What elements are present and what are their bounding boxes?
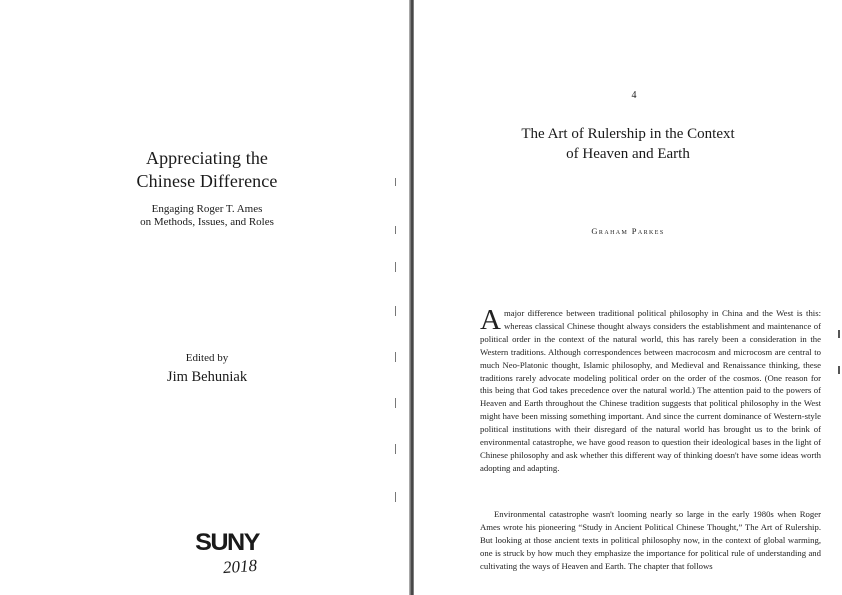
scan-artifact xyxy=(395,262,396,272)
chapter-title-line: The Art of Rulership in the Context xyxy=(521,126,735,142)
edited-by-label: Edited by xyxy=(185,352,229,364)
left-page xyxy=(0,0,414,595)
book-subtitle xyxy=(0,203,414,229)
book-title xyxy=(0,147,414,193)
chapter-title-line: of Heaven and Earth xyxy=(566,146,690,162)
scan-artifact xyxy=(395,398,396,408)
chapter-author: Graham Parkes xyxy=(591,226,665,236)
scan-artifact xyxy=(395,226,396,234)
scan-artifact xyxy=(395,352,396,362)
body-paragraph: Environmental catastrophe wasn't looming nearly so large in the early 1980s when Roger Ames wrote his pioneering “Study in Ancient Political Chinese Thought,” The Art of Rulership. But looking at those ancient texts in political philosophy now, in the context of global warming, one is struck by how much they emphasize the importance for political rule of understanding and cultivating the ways of Heaven and Earth. The chapter that follows xyxy=(480,509,821,571)
drop-cap: A xyxy=(480,304,501,336)
scan-artifact xyxy=(395,444,396,454)
scan-artifact xyxy=(395,306,396,316)
paragraph-text: major difference between traditional political philosophy in China and the West is this: whereas classical Chinese thought always considers the establishment and maintenance of political order in the context of the natural world, this has rarely been a consideration in the Western traditions. Although correspondences between macrocosm and microcosm are central to much Neo-Platonic thought, Islamic philosophy, and Medieval and Renaissance thinking, these traditions rarely advocate modeling political order on the order of the cosmos. (One reason for this being that God takes precedence over the natural world.) The attention paid to the powers of Heaven and Earth throughout the Chinese tradition suggests that political philosophy in the West might have been missing something important. And since the current dominance of Western-style political institutions with their disregard of the natural world has brought us to the brink of environmental catastrophe, we have good reason to question their ideological bases in the light of Chinese philosophy and ask whether this different way of thinking doesn't have some ideas worth adopting and adapting. xyxy=(480,308,821,473)
book-title-line: Chinese Difference xyxy=(136,171,278,191)
publisher-logo: SUNY xyxy=(195,529,259,556)
chapter-number: 4 xyxy=(631,90,637,101)
handwritten-year: 2018 xyxy=(222,555,258,578)
chapter-title xyxy=(414,124,842,164)
editor-name: Jim Behuniak xyxy=(166,369,248,385)
scan-artifact xyxy=(395,492,396,502)
scan-artifact xyxy=(395,178,396,186)
subtitle-line: on Methods, Issues, and Roles xyxy=(140,216,274,228)
body-paragraph xyxy=(480,304,821,475)
book-title-line: Appreciating the xyxy=(145,148,269,168)
right-page xyxy=(414,0,842,595)
subtitle-line: Engaging Roger T. Ames xyxy=(151,203,263,215)
